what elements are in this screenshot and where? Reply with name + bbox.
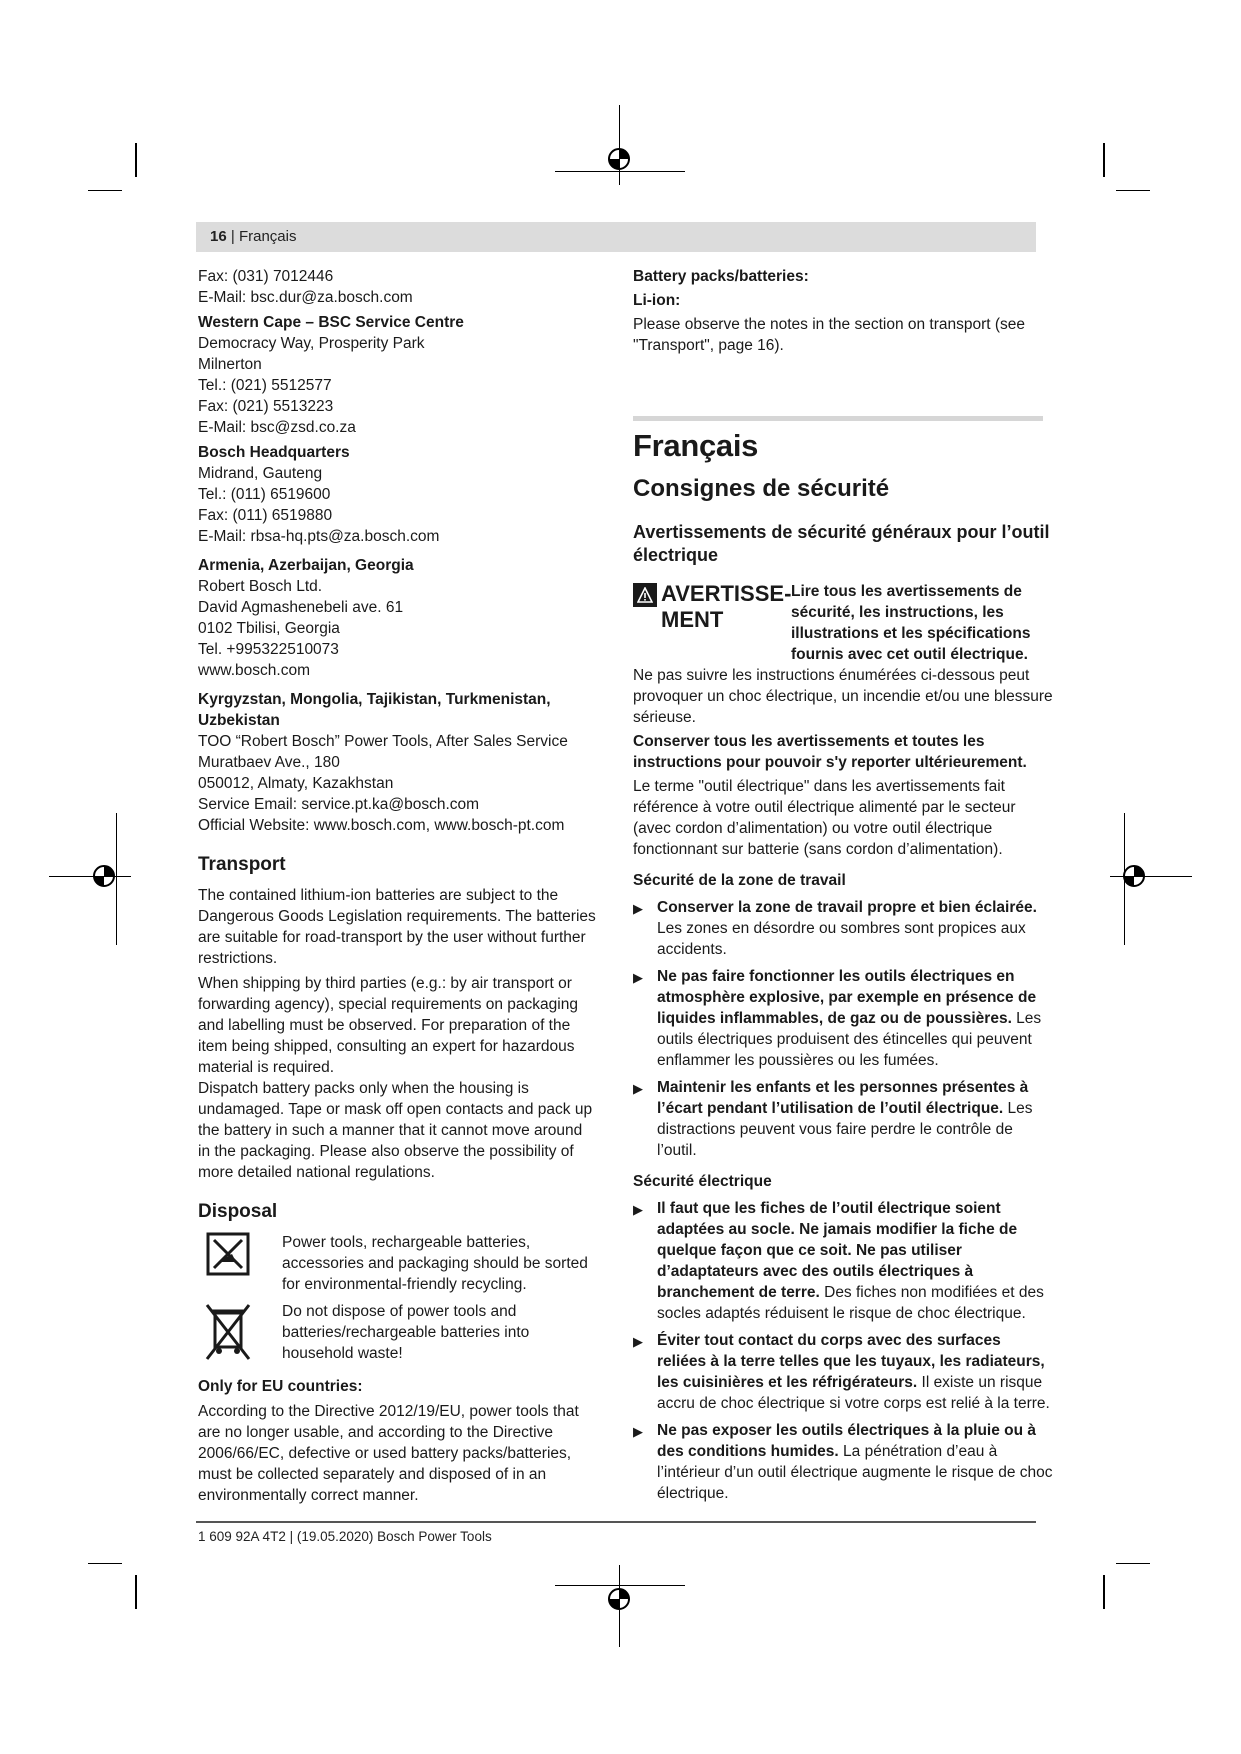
warning-label-text xyxy=(661,581,791,633)
crop-mark xyxy=(135,143,137,177)
warning-block xyxy=(633,581,1053,665)
bullet-arrow-icon: ▶ xyxy=(633,1424,643,1439)
recycling-icon xyxy=(198,1232,258,1276)
address-line: Midrand, Gauteng xyxy=(198,465,323,482)
header-separator: | xyxy=(230,228,235,245)
kyrgyzstan-title-2: Uzbekistan xyxy=(198,712,280,729)
warning-label-line: MENT xyxy=(661,607,724,632)
battery-subheading: Li-ion: xyxy=(633,292,681,309)
header-section: Français xyxy=(238,228,297,245)
bullet-arrow-icon: ▶ xyxy=(633,970,643,985)
registration-crosshair-icon xyxy=(1121,863,1147,889)
transport-heading: Transport xyxy=(198,854,286,875)
eu-text: According to the Directive 2012/19/EU, power tools that are no longer usable, and according to the Directive 2006/66/EC, defective or used battery packs/batteries, must be collected separately and disposed of in an environmentally correct manner. xyxy=(198,1403,579,1504)
transport-paragraph: The contained lithium-ion batteries are subject to the Dangerous Goods Legislation requirements. The batteries are suitable for road-transport by the user without further restrictions. xyxy=(198,887,596,967)
transport-paragraph: Dispatch battery packs only when the housing is undamaged. Tape or mask off open contacts and pack up the battery in such a manner that it cannot move around in the packaging. Please also observe the possibility of more detailed national regulations. xyxy=(198,1080,593,1181)
registration-crosshair-icon xyxy=(606,146,632,172)
crop-mark xyxy=(1116,190,1150,191)
disposal-text: Power tools, rechargeable batteries, accessories and packaging should be sorted for environmental-friendly recycling. xyxy=(282,1234,588,1293)
page-number: 16 xyxy=(210,228,227,245)
battery-text: Please observe the notes in the section on transport (see "Transport", page 16). xyxy=(633,316,1026,354)
disposal-text: Do not dispose of power tools and batteries/rechargeable batteries into household waste! xyxy=(282,1303,530,1362)
work-area-heading: Sécurité de la zone de travail xyxy=(633,872,846,889)
address-line: TOO “Robert Bosch” Power Tools, After Sales Service xyxy=(198,733,568,750)
crossed-bin-icon xyxy=(198,1301,258,1363)
transport-paragraph: When shipping by third parties (e.g.: by air transport or forwarding agency), special requirements on packaging and labelling must be observed. For preparation of the item being shipped, consulting an expert for hazardous material is required. xyxy=(198,975,578,1076)
bullet-text: Les outils électriques produisent des étincelles qui peuvent enflammer les poussières ou les fumées. xyxy=(657,1010,1042,1069)
address-line: Tel.: (011) 6519600 xyxy=(198,486,331,503)
crop-mark xyxy=(88,190,122,191)
crop-mark xyxy=(1116,1563,1150,1564)
address-line: Robert Bosch Ltd. xyxy=(198,578,323,595)
bullet-bold: Il faut que les fiches de l’outil électrique soient adaptées au socle. Ne jamais modifier la fiche de quelque façon que ce soit. Ne pas utiliser d’adaptateurs avec des outils électriques à branchement de terre. xyxy=(657,1200,1018,1301)
right-column xyxy=(633,266,1053,1504)
address-line: David Agmashenebeli ave. 61 xyxy=(198,599,404,616)
consignes-heading: Consignes de sécurité xyxy=(633,475,890,502)
headquarters-title: Bosch Headquarters xyxy=(198,444,350,461)
warning-triangle-icon xyxy=(633,583,657,607)
registration-line xyxy=(619,105,620,185)
contact-email: E-Mail: bsc.dur@za.bosch.com xyxy=(198,289,413,306)
list-item xyxy=(633,1198,1053,1324)
bullet-text: Des fiches non modifiées et des socles adaptés réduisent le risque de choc électrique. xyxy=(657,1284,1044,1322)
crop-mark xyxy=(135,1575,137,1609)
address-line: Milnerton xyxy=(198,356,262,373)
address-line: Fax: (011) 6519880 xyxy=(198,507,333,524)
registration-crosshair-icon xyxy=(606,1586,632,1612)
battery-heading: Battery packs/batteries: xyxy=(633,268,809,285)
address-line: Fax: (021) 5513223 xyxy=(198,398,334,415)
address-line: E-Mail: bsc@zsd.co.za xyxy=(198,419,356,436)
registration-crosshair-icon xyxy=(91,863,117,889)
warning-label xyxy=(633,581,792,665)
left-column xyxy=(198,266,598,1506)
section-rule xyxy=(633,416,1043,421)
bullet-bold: Maintenir les enfants et les personnes présentes à l’écart pendant l’utilisation de l’outil électrique. xyxy=(657,1079,1029,1117)
footer-rule xyxy=(196,1521,1036,1523)
term-text: Le terme "outil électrique" dans les avertissements fait référence à votre outil électrique alimenté par le secteur (avec cordon d’alimentation) ou votre outil électrique fonctionnant sur batterie (sans cordon d’alimentation). xyxy=(633,778,1016,858)
crop-mark xyxy=(1103,1575,1105,1609)
address-line: www.bosch.com xyxy=(198,662,310,679)
contact-fax: Fax: (031) 7012446 xyxy=(198,268,334,285)
disposal-heading: Disposal xyxy=(198,1201,278,1222)
address-line: Official Website: www.bosch.com, www.bosch-pt.com xyxy=(198,817,565,834)
list-item xyxy=(633,1420,1053,1504)
list-item xyxy=(633,1330,1053,1414)
warning-bold-text: Lire tous les avertissements de sécurité, les instructions, les illustrations et les spécifications fournis avec cet outil électrique. xyxy=(791,583,1031,663)
address-line: 0102 Tbilisi, Georgia xyxy=(198,620,340,637)
address-line: Tel. +995322510073 xyxy=(198,641,339,658)
bullet-arrow-icon: ▶ xyxy=(633,901,643,916)
list-item xyxy=(633,966,1053,1071)
bullet-arrow-icon: ▶ xyxy=(633,1334,643,1349)
bullet-bold: Éviter tout contact du corps avec des surfaces reliées à la terre telles que les tuyaux, les radiateurs, les cuisinières et les réfrigérateurs. xyxy=(657,1332,1045,1391)
eu-heading: Only for EU countries: xyxy=(198,1378,363,1395)
warning-label-line: AVERTISSE- xyxy=(661,581,792,606)
bullet-text: La pénétration d’eau à l’intérieur d’un outil électrique augmente le risque de choc électrique. xyxy=(657,1443,1053,1502)
electrical-heading: Sécurité électrique xyxy=(633,1173,772,1190)
keep-instructions: Conserver tous les avertissements et toutes les instructions pour pouvoir s'y reporter ultérieurement. xyxy=(633,733,1027,771)
armenia-title: Armenia, Azerbaijan, Georgia xyxy=(198,557,414,574)
page-footer: 1 609 92A 4T2 | (19.05.2020) Bosch Power Tools xyxy=(198,1529,492,1544)
bullet-arrow-icon: ▶ xyxy=(633,1081,643,1096)
address-line: Service Email: service.pt.ka@bosch.com xyxy=(198,796,480,813)
registration-line xyxy=(49,876,131,877)
address-line: 050012, Almaty, Kazakhstan xyxy=(198,775,394,792)
bullet-bold: Conserver la zone de travail propre et bien éclairée. xyxy=(657,899,1037,916)
bullet-text: Les distractions peuvent vous faire perdre le contrôle de l’outil. xyxy=(657,1100,1033,1159)
list-item xyxy=(633,1077,1053,1161)
general-warnings-heading: Avertissements de sécurité généraux pour l’outil électrique xyxy=(633,522,1050,565)
bullet-bold: Ne pas exposer les outils électriques à la pluie ou à des conditions humides. xyxy=(657,1422,1037,1460)
bullet-text: Il existe un risque accru de choc électrique si votre corps est relié à la terre. xyxy=(657,1374,1050,1412)
warning-text: Ne pas suivre les instructions énumérées ci-dessous peut provoquer un choc électrique, un incendie et/ou une blessure sérieuse. xyxy=(633,667,1053,726)
page-header xyxy=(196,222,1036,252)
language-title: Français xyxy=(633,428,759,463)
address-line: Muratbaev Ave., 180 xyxy=(198,754,340,771)
western-cape-title: Western Cape – BSC Service Centre xyxy=(198,314,464,331)
address-line: Tel.: (021) 5512577 xyxy=(198,377,332,394)
crop-mark xyxy=(88,1563,122,1564)
address-line: E-Mail: rbsa-hq.pts@za.bosch.com xyxy=(198,528,440,545)
bullet-arrow-icon: ▶ xyxy=(633,1202,643,1217)
crop-mark xyxy=(1103,143,1105,177)
list-item xyxy=(633,897,1053,960)
address-line: Democracy Way, Prosperity Park xyxy=(198,335,425,352)
bullet-bold: Ne pas faire fonctionner les outils électriques en atmosphère explosive, par exemple en présence de liquides inflammables, de gaz ou de poussières. xyxy=(657,968,1037,1027)
bullet-text: Les zones en désordre ou sombres sont propices aux accidents. xyxy=(657,920,1026,958)
kyrgyzstan-title: Kyrgyzstan, Mongolia, Tajikistan, Turkmenistan, xyxy=(198,691,551,708)
